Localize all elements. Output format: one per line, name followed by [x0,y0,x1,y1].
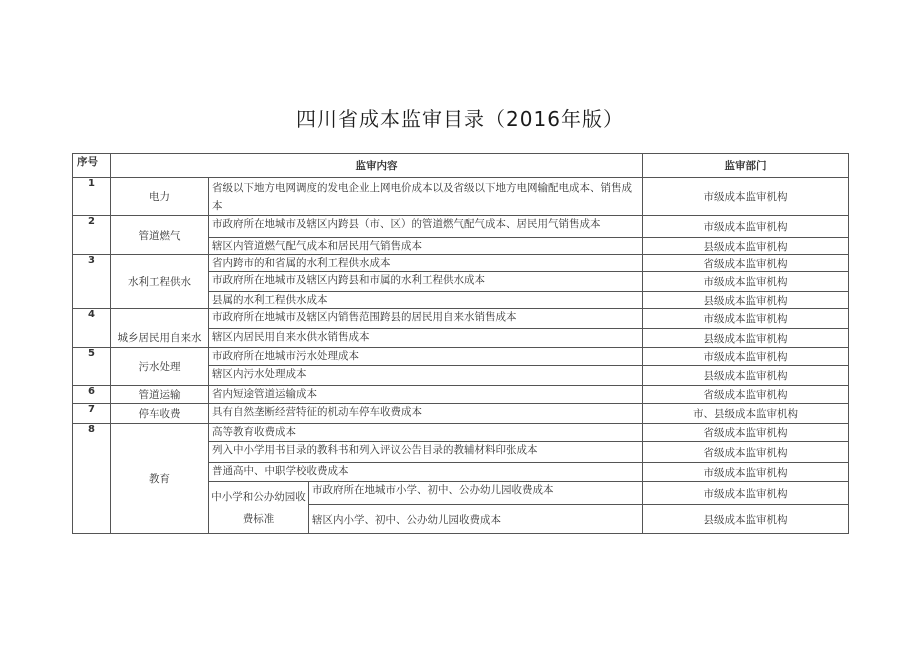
table-row [73,216,849,238]
item-name: 污水处理 [111,348,209,386]
content-cell: 辖区内居民用自来水供水销售成本 [209,329,643,348]
content-cell: 辖区内污水处理成本 [209,366,643,386]
table-row [73,404,849,424]
header-content: 监审内容 [111,154,643,178]
row-number: 5 [73,348,111,386]
dept-cell: 市级成本监审机构 [643,216,849,238]
dept-cell: 县级成本监审机构 [643,238,849,255]
content-cell: 市政府所在地城市小学、初中、公办幼儿园收费成本 [309,482,643,505]
content-cell: 具有自然垄断经营特征的机动车停车收费成本 [209,404,643,424]
dept-cell: 省级成本监审机构 [643,255,849,272]
content-cell: 省级以下地方电网调度的发电企业上网电价成本以及省级以下地方电网输配电成本、销售成本 [209,178,643,216]
content-cell: 辖区内管道燃气配气成本和居民用气销售成本 [209,238,643,255]
table-row [73,178,849,216]
row-number: 2 [73,216,111,255]
content-cell: 高等教育收费成本 [209,424,643,442]
item-name: 城乡居民用自来水 [111,309,209,348]
content-cell: 市政府所在地城市及辖区内跨县（市、区）的管道燃气配气成本、居民用气销售成本 [209,216,643,238]
table-row [73,424,849,442]
table-row [73,348,849,366]
row-number: 3 [73,255,111,309]
dept-cell: 县级成本监审机构 [643,292,849,309]
dept-cell: 市级成本监审机构 [643,272,849,292]
catalog-table [72,153,849,534]
table-row [73,255,849,272]
row-number: 8 [73,424,111,534]
dept-cell: 市级成本监审机构 [643,482,849,505]
row-number: 1 [73,178,111,216]
dept-cell: 省级成本监审机构 [643,424,849,442]
item-name: 水利工程供水 [111,255,209,309]
content-cell: 省内跨市的和省属的水利工程供水成本 [209,255,643,272]
table-header-row [73,154,849,178]
dept-cell: 县级成本监审机构 [643,329,849,348]
item-name: 电力 [111,178,209,216]
table-row [73,309,849,329]
header-dept: 监审部门 [643,154,849,178]
item-name: 停车收费 [111,404,209,424]
content-cell: 列入中小学用书目录的教科书和列入评议公告目录的教辅材料印张成本 [209,442,643,463]
item-name: 管道运输 [111,386,209,404]
dept-cell: 县级成本监审机构 [643,505,849,534]
dept-cell: 市、县级成本监审机构 [643,404,849,424]
content-cell: 市政府所在地城市及辖区内销售范围跨县的居民用自来水销售成本 [209,309,643,329]
dept-cell: 市级成本监审机构 [643,178,849,216]
row-number: 7 [73,404,111,424]
page-title: 四川省成本监审目录（2016年版） [296,107,624,131]
content-cell: 省内短途管道运输成本 [209,386,643,404]
table-row [73,386,849,404]
sub-item-name: 中小学和公办幼园收费标准 [209,482,309,534]
content-cell: 辖区内小学、初中、公办幼儿园收费成本 [309,505,643,534]
header-num: 序号 [73,154,111,178]
dept-cell: 市级成本监审机构 [643,463,849,482]
dept-cell: 省级成本监审机构 [643,386,849,404]
dept-cell: 县级成本监审机构 [643,366,849,386]
dept-cell: 市级成本监审机构 [643,348,849,366]
row-number: 4 [73,309,111,348]
item-name: 教育 [111,424,209,534]
row-number: 6 [73,386,111,404]
dept-cell: 省级成本监审机构 [643,442,849,463]
item-name: 管道燃气 [111,216,209,255]
content-cell: 普通高中、中职学校收费成本 [209,463,643,482]
dept-cell: 市级成本监审机构 [643,309,849,329]
content-cell: 县属的水利工程供水成本 [209,292,643,309]
content-cell: 市政府所在地城市污水处理成本 [209,348,643,366]
content-cell: 市政府所在地城市及辖区内跨县和市属的水利工程供水成本 [209,272,643,292]
